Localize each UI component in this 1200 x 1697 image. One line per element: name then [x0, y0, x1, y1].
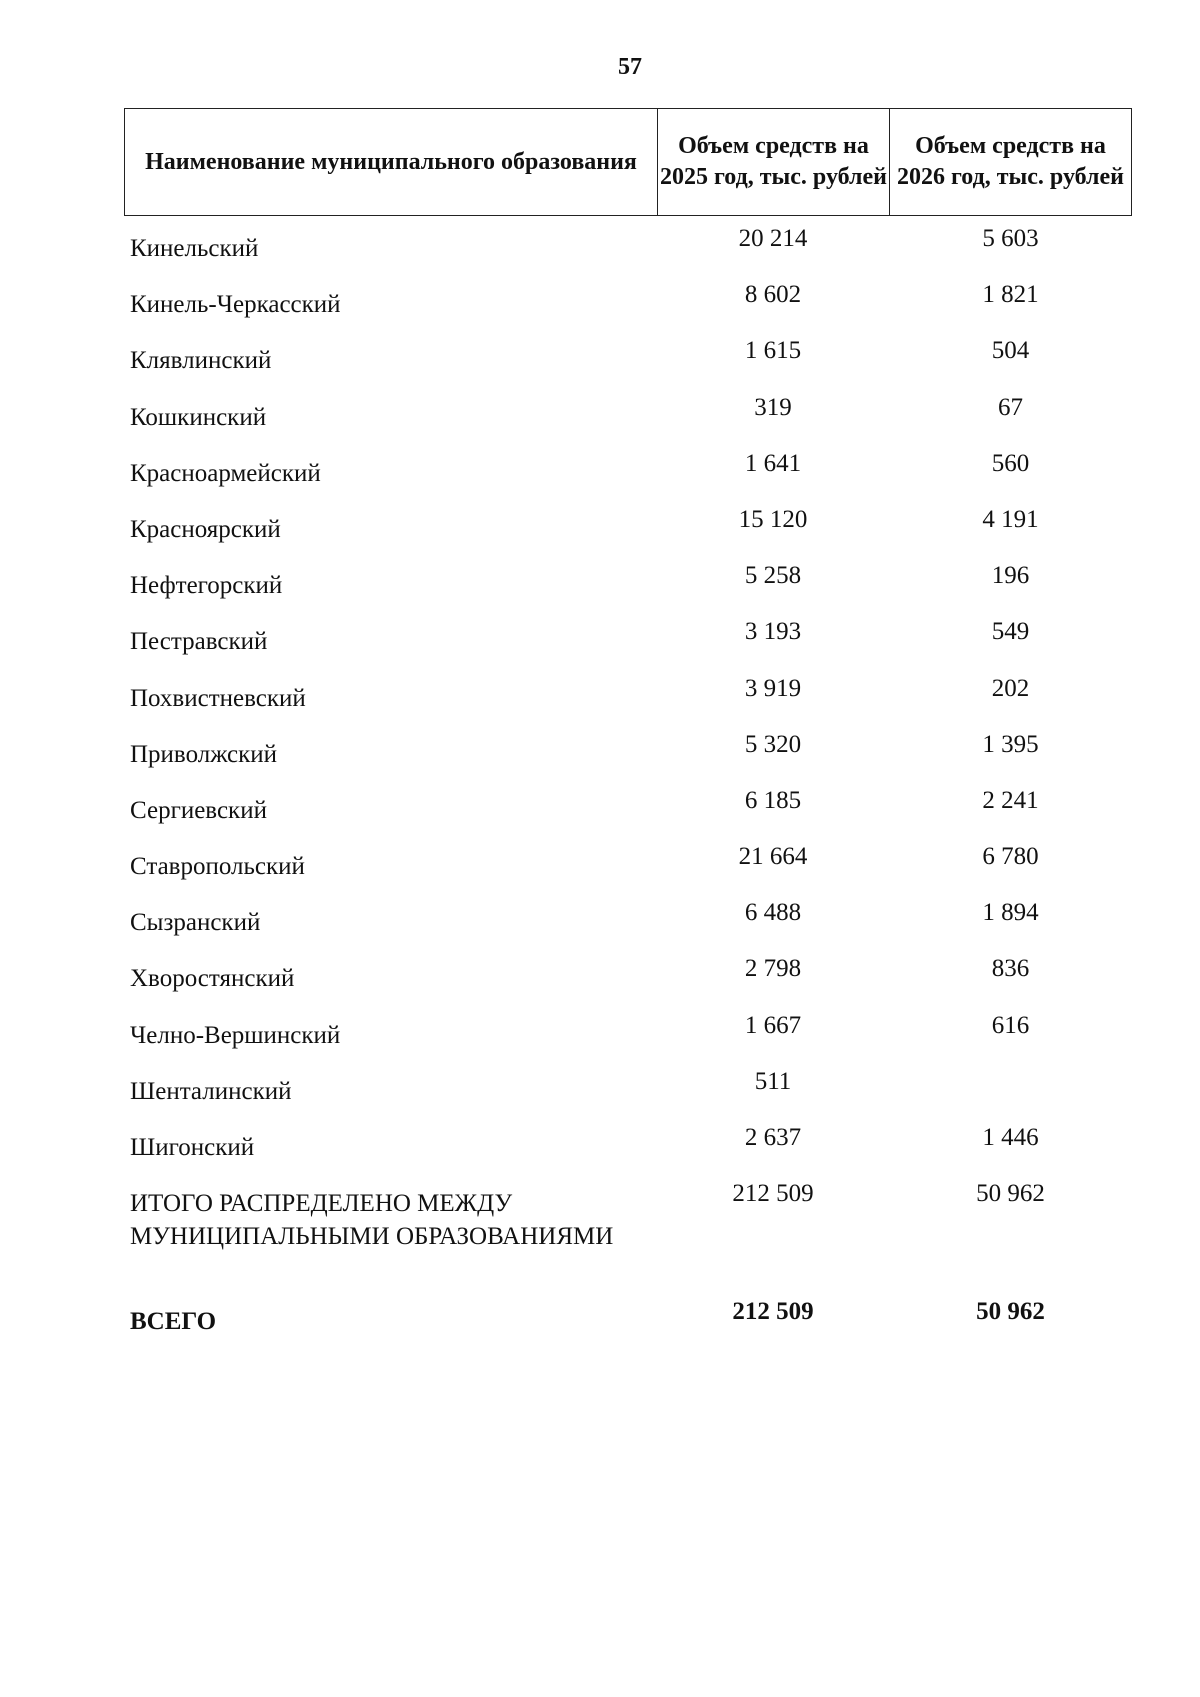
value-2025: 5 258	[744, 562, 802, 590]
value-2026: 67	[998, 393, 1023, 421]
municipality-name: Приволжский	[130, 740, 278, 768]
municipality-name: Пестравский	[130, 628, 268, 656]
value-2026	[889, 1067, 1132, 1123]
table-row	[124, 336, 1132, 392]
value-2025: 3 919	[744, 674, 802, 702]
municipality-name: ВСЕГО	[130, 1308, 217, 1336]
value-2026: 202	[991, 674, 1030, 702]
table-row	[124, 842, 1132, 898]
value-2026: 4 191	[982, 505, 1039, 533]
municipality-name: Кинельский	[130, 235, 259, 262]
municipality-name: Хворостянский	[130, 965, 295, 993]
table-row	[124, 674, 1132, 730]
table-row	[124, 449, 1132, 505]
value-2025: 212 509	[732, 1298, 814, 1326]
table-row	[124, 280, 1132, 336]
municipality-name: Клявлинский	[130, 347, 272, 375]
header-2026: Объем средств на 2026 год, тыс. рублей	[897, 133, 1124, 190]
grand-total-row	[124, 1297, 1132, 1353]
distributed-total-row	[124, 1179, 1132, 1297]
value-2025: 511	[754, 1067, 792, 1095]
header-2025: Объем средств на 2025 год, тыс. рублей	[658, 109, 890, 215]
value-2026: 6 780	[982, 843, 1039, 871]
value-2026: 5 603	[982, 225, 1039, 252]
value-2025: 1 615	[744, 337, 802, 365]
value-2025: 6 488	[744, 899, 802, 927]
value-2025: 319	[754, 393, 792, 421]
municipality-name: Шенталинский	[130, 1077, 292, 1105]
value-2025: 21 664	[738, 843, 808, 871]
value-2025: 1 667	[744, 1011, 802, 1039]
table-row	[124, 730, 1132, 786]
value-2025: 6 185	[744, 786, 802, 814]
value-2026: 50 962	[976, 1298, 1045, 1326]
table-row	[124, 786, 1132, 842]
value-2026: 1 395	[982, 730, 1039, 758]
value-2026: 560	[991, 449, 1030, 477]
value-2026: 616	[991, 1011, 1030, 1039]
table-row	[124, 1123, 1132, 1179]
value-2025: 1 641	[744, 449, 802, 477]
header-municipality: Наименование муниципального образования	[125, 109, 658, 215]
table-row	[124, 898, 1132, 954]
value-2025: 20 214	[738, 225, 808, 252]
value-2025: 3 193	[744, 618, 802, 646]
value-2026: 1 446	[982, 1124, 1039, 1151]
value-2025: 2 798	[744, 955, 802, 983]
value-2026: 2 241	[982, 786, 1039, 814]
municipality-name: Красноармейский	[130, 459, 321, 487]
value-2026: 504	[991, 337, 1030, 365]
municipality-name: Кошкинский	[130, 403, 267, 431]
table-row	[124, 224, 1132, 280]
value-2025: 15 120	[738, 505, 808, 533]
municipality-name: Сергиевский	[130, 796, 267, 824]
value-2026: 1 821	[982, 281, 1039, 309]
municipality-name: Ставропольский	[130, 853, 305, 881]
table-row	[124, 617, 1132, 673]
value-2025: 5 320	[744, 730, 802, 758]
table-row	[124, 505, 1132, 561]
value-2026: 1 894	[982, 899, 1039, 927]
table-row	[124, 561, 1132, 617]
table-row	[124, 1067, 1132, 1123]
table-header	[124, 108, 1132, 216]
municipality-name: Шигонский	[130, 1134, 255, 1161]
municipality-name: Кинель-Черкасский	[130, 291, 341, 319]
value-2026: 549	[991, 618, 1030, 646]
value-2025: 212 509	[732, 1180, 814, 1208]
value-2026: 196	[991, 562, 1030, 590]
table-row	[124, 954, 1132, 1010]
municipality-name: Челно-Вершинский	[130, 1021, 341, 1049]
municipality-name: Сызранский	[130, 909, 261, 937]
municipality-name: ИТОГО РАСПРЕДЕЛЕНО МЕЖДУ МУНИЦИПАЛЬНЫМИ ОБРАЗОВАНИЯМИ	[130, 1190, 614, 1251]
value-2026: 836	[991, 955, 1030, 983]
value-2025: 8 602	[744, 281, 802, 309]
table-row	[124, 393, 1132, 449]
table-body	[124, 224, 1132, 1353]
municipality-name: Похвистневский	[130, 684, 306, 712]
value-2025: 2 637	[744, 1124, 802, 1151]
municipality-name: Красноярский	[130, 515, 281, 543]
table-row	[124, 1011, 1132, 1067]
page-number: 57	[618, 54, 642, 80]
municipality-name: Нефтегорский	[130, 572, 283, 600]
value-2026: 50 962	[976, 1180, 1045, 1208]
